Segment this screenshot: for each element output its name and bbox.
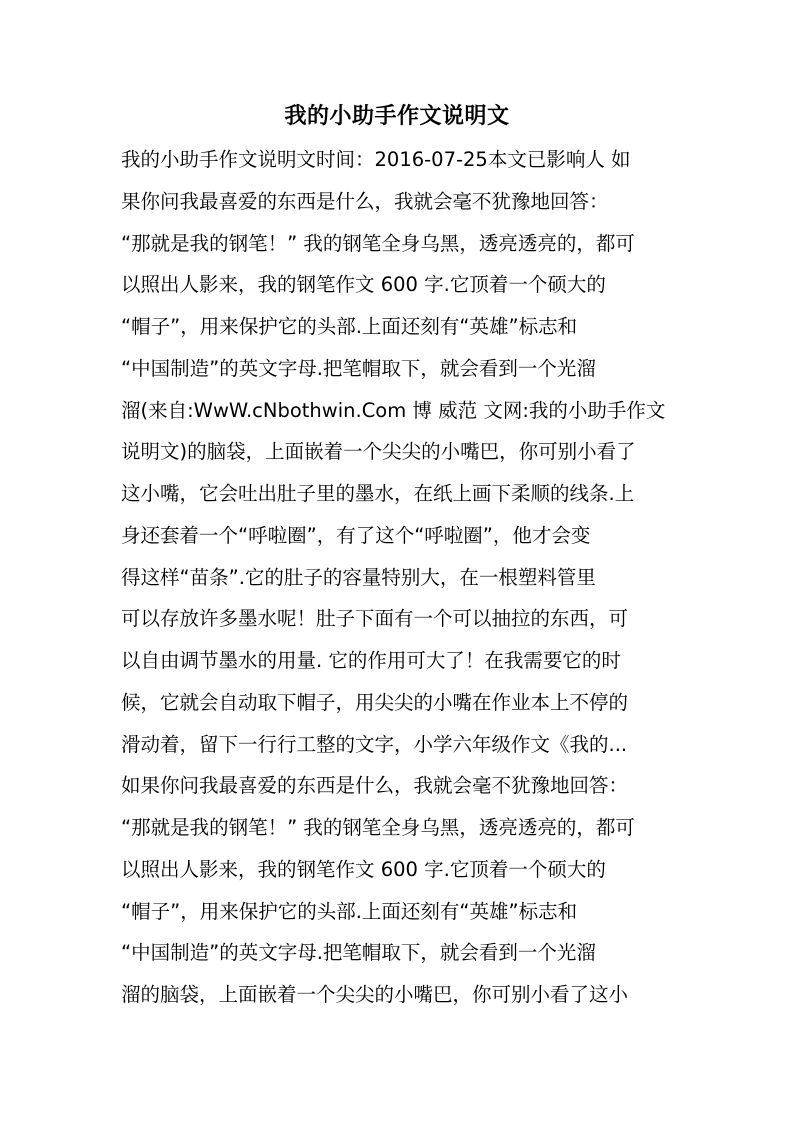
body-line: 果你问我最喜爱的东西是什么，我就会毫不犹豫地回答： xyxy=(121,189,609,213)
body-line: 以自由调节墨水的用量. 它的作用可大了！在我需要它的时 xyxy=(121,649,621,672)
body-line: 可以存放许多墨水呢！肚子下面有一个可以抽拉的东西，可 xyxy=(121,607,629,631)
body-line: “那就是我的钢笔！” 我的钢笔全身乌黑，透亮透亮的，都可 xyxy=(121,231,635,255)
body-line: “中国制造”的英文字母.把笔帽取下，就会看到一个光溜 xyxy=(121,356,596,380)
body-line: 溜(来自:WwW.cNbothwin.Com 博 威范 文网:我的小助手作文 xyxy=(121,398,666,422)
body-line: 溜的脑袋，上面嵌着一个尖尖的小嘴巴，你可别小看了这小 xyxy=(121,983,629,1006)
body-line: “中国制造”的英文字母.把笔帽取下，就会看到一个光溜 xyxy=(121,941,596,965)
body-line: 以照出人影来，我的钢笔作文 600 字.它顶着一个硕大的 xyxy=(121,273,606,297)
body-line: 这小嘴，它会吐出肚子里的墨水，在纸上画下柔顺的线条.上 xyxy=(121,482,635,505)
body-line: “帽子”，用来保护它的头部.上面还刻有“英雄”标志和 xyxy=(121,315,578,338)
body-line: 得这样“苗条”.它的肚子的容量特别大，在一根塑料管里 xyxy=(121,565,596,589)
body-line: “那就是我的钢笔！” 我的钢笔全身乌黑，透亮透亮的，都可 xyxy=(121,816,635,839)
body-line: 滑动着，留下一行行工整的文字，小学六年级作文《我的... xyxy=(121,732,628,756)
body-line: 以照出人影来，我的钢笔作文 600 字.它顶着一个硕大的 xyxy=(121,857,606,881)
body-line: 我的小助手作文说明文时间：2016-07-25本文已影响人 如 xyxy=(121,148,631,171)
document-body xyxy=(121,139,681,1016)
document-title: 我的小助手作文说明文 xyxy=(284,103,510,129)
body-line: “帽子”，用来保护它的头部.上面还刻有“英雄”标志和 xyxy=(121,899,578,923)
body-line: 候，它就会自动取下帽子，用尖尖的小嘴在作业本上不停的 xyxy=(121,690,629,714)
body-line: 如果你问我最喜爱的东西是什么，我就会毫不犹豫地回答： xyxy=(121,774,629,798)
body-line: 身还套着一个“呼啦圈”，有了这个“呼啦圈”，他才会变 xyxy=(121,523,591,547)
body-line: 说明文)的脑袋，上面嵌着一个尖尖的小嘴巴，你可别小看了 xyxy=(121,440,636,464)
